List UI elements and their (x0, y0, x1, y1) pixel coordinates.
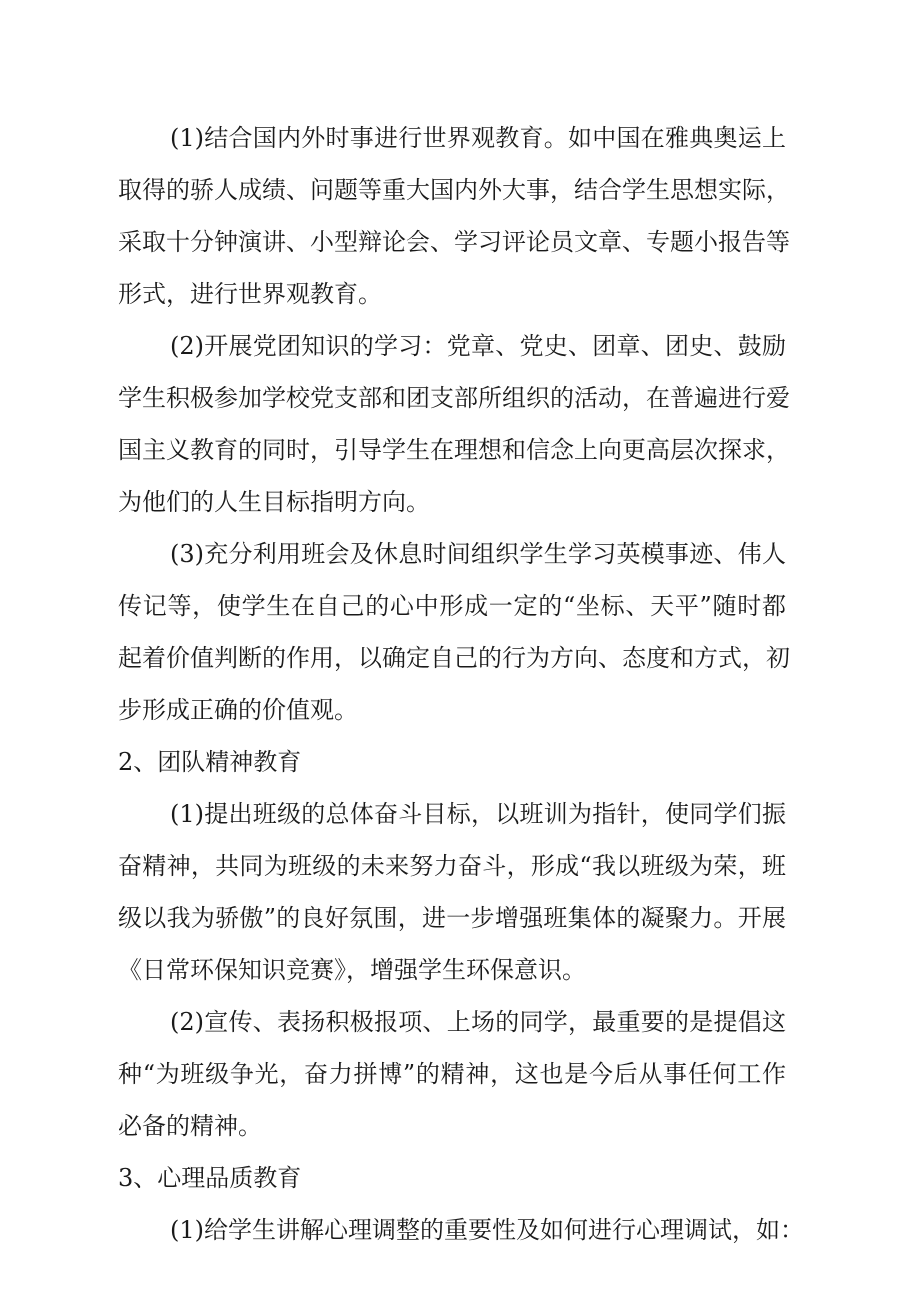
text-line: 采取十分钟演讲、小型辩论会、学习评论员文章、专题小报告等 (118, 228, 790, 256)
text-line: 为他们的人生目标指明方向。 (118, 488, 430, 516)
document-body (118, 112, 804, 1256)
paragraph (118, 528, 790, 736)
section-heading (118, 736, 786, 788)
text-line: 《日常环保知识竞赛》，增强学生环保意识。 (118, 956, 586, 984)
text-line: 级以我为骄傲”的良好氛围，进一步增强班集体的凝聚力。开展 (118, 904, 786, 932)
text-line: 形式，进行世界观教育。 (118, 280, 382, 308)
text-line: 学生积极参加学校党支部和团支部所组织的活动，在普遍进行爱 (118, 384, 790, 412)
text-line: (2)开展党团知识的学习：党章、党史、团章、团史、鼓励 (170, 332, 786, 360)
paragraph (118, 320, 790, 528)
text-line: 必备的精神。 (118, 1112, 262, 1140)
paragraph (118, 1204, 804, 1256)
text-line: 取得的骄人成绩、问题等重大国内外大事，结合学生思想实际， (118, 176, 790, 204)
text-line: 步形成正确的价值观。 (118, 696, 358, 724)
paragraph (118, 788, 786, 996)
text-line: 奋精神，共同为班级的未来努力奋斗，形成“我以班级为荣，班 (118, 852, 786, 880)
text-line: 国主义教育的同时，引导学生在理想和信念上向更高层次探求， (118, 436, 790, 464)
text-line: (1)结合国内外时事进行世界观教育。如中国在雅典奥运上 (170, 124, 786, 152)
text-line: 起着价值判断的作用，以确定自己的行为方向、态度和方式，初 (118, 644, 790, 672)
text-line: (2)宣传、表扬积极报项、上场的同学，最重要的是提倡这 (170, 1008, 786, 1036)
text-line: 3、心理品质教育 (118, 1164, 302, 1192)
paragraph (118, 112, 790, 320)
text-line: 传记等，使学生在自己的心中形成一定的“坐标、天平”随时都 (118, 592, 786, 620)
text-line: (3)充分利用班会及休息时间组织学生学习英模事迹、伟人 (170, 540, 786, 568)
paragraph (118, 996, 786, 1152)
text-line: 种“为班级争光，奋力拼博”的精神，这也是今后从事任何工作 (118, 1060, 786, 1088)
text-line: (1)给学生讲解心理调整的重要性及如何进行心理调试，如： (170, 1216, 804, 1244)
section-heading (118, 1152, 786, 1204)
text-line: (1)提出班级的总体奋斗目标，以班训为指针，使同学们振 (170, 800, 786, 828)
text-line: 2、团队精神教育 (118, 748, 302, 776)
